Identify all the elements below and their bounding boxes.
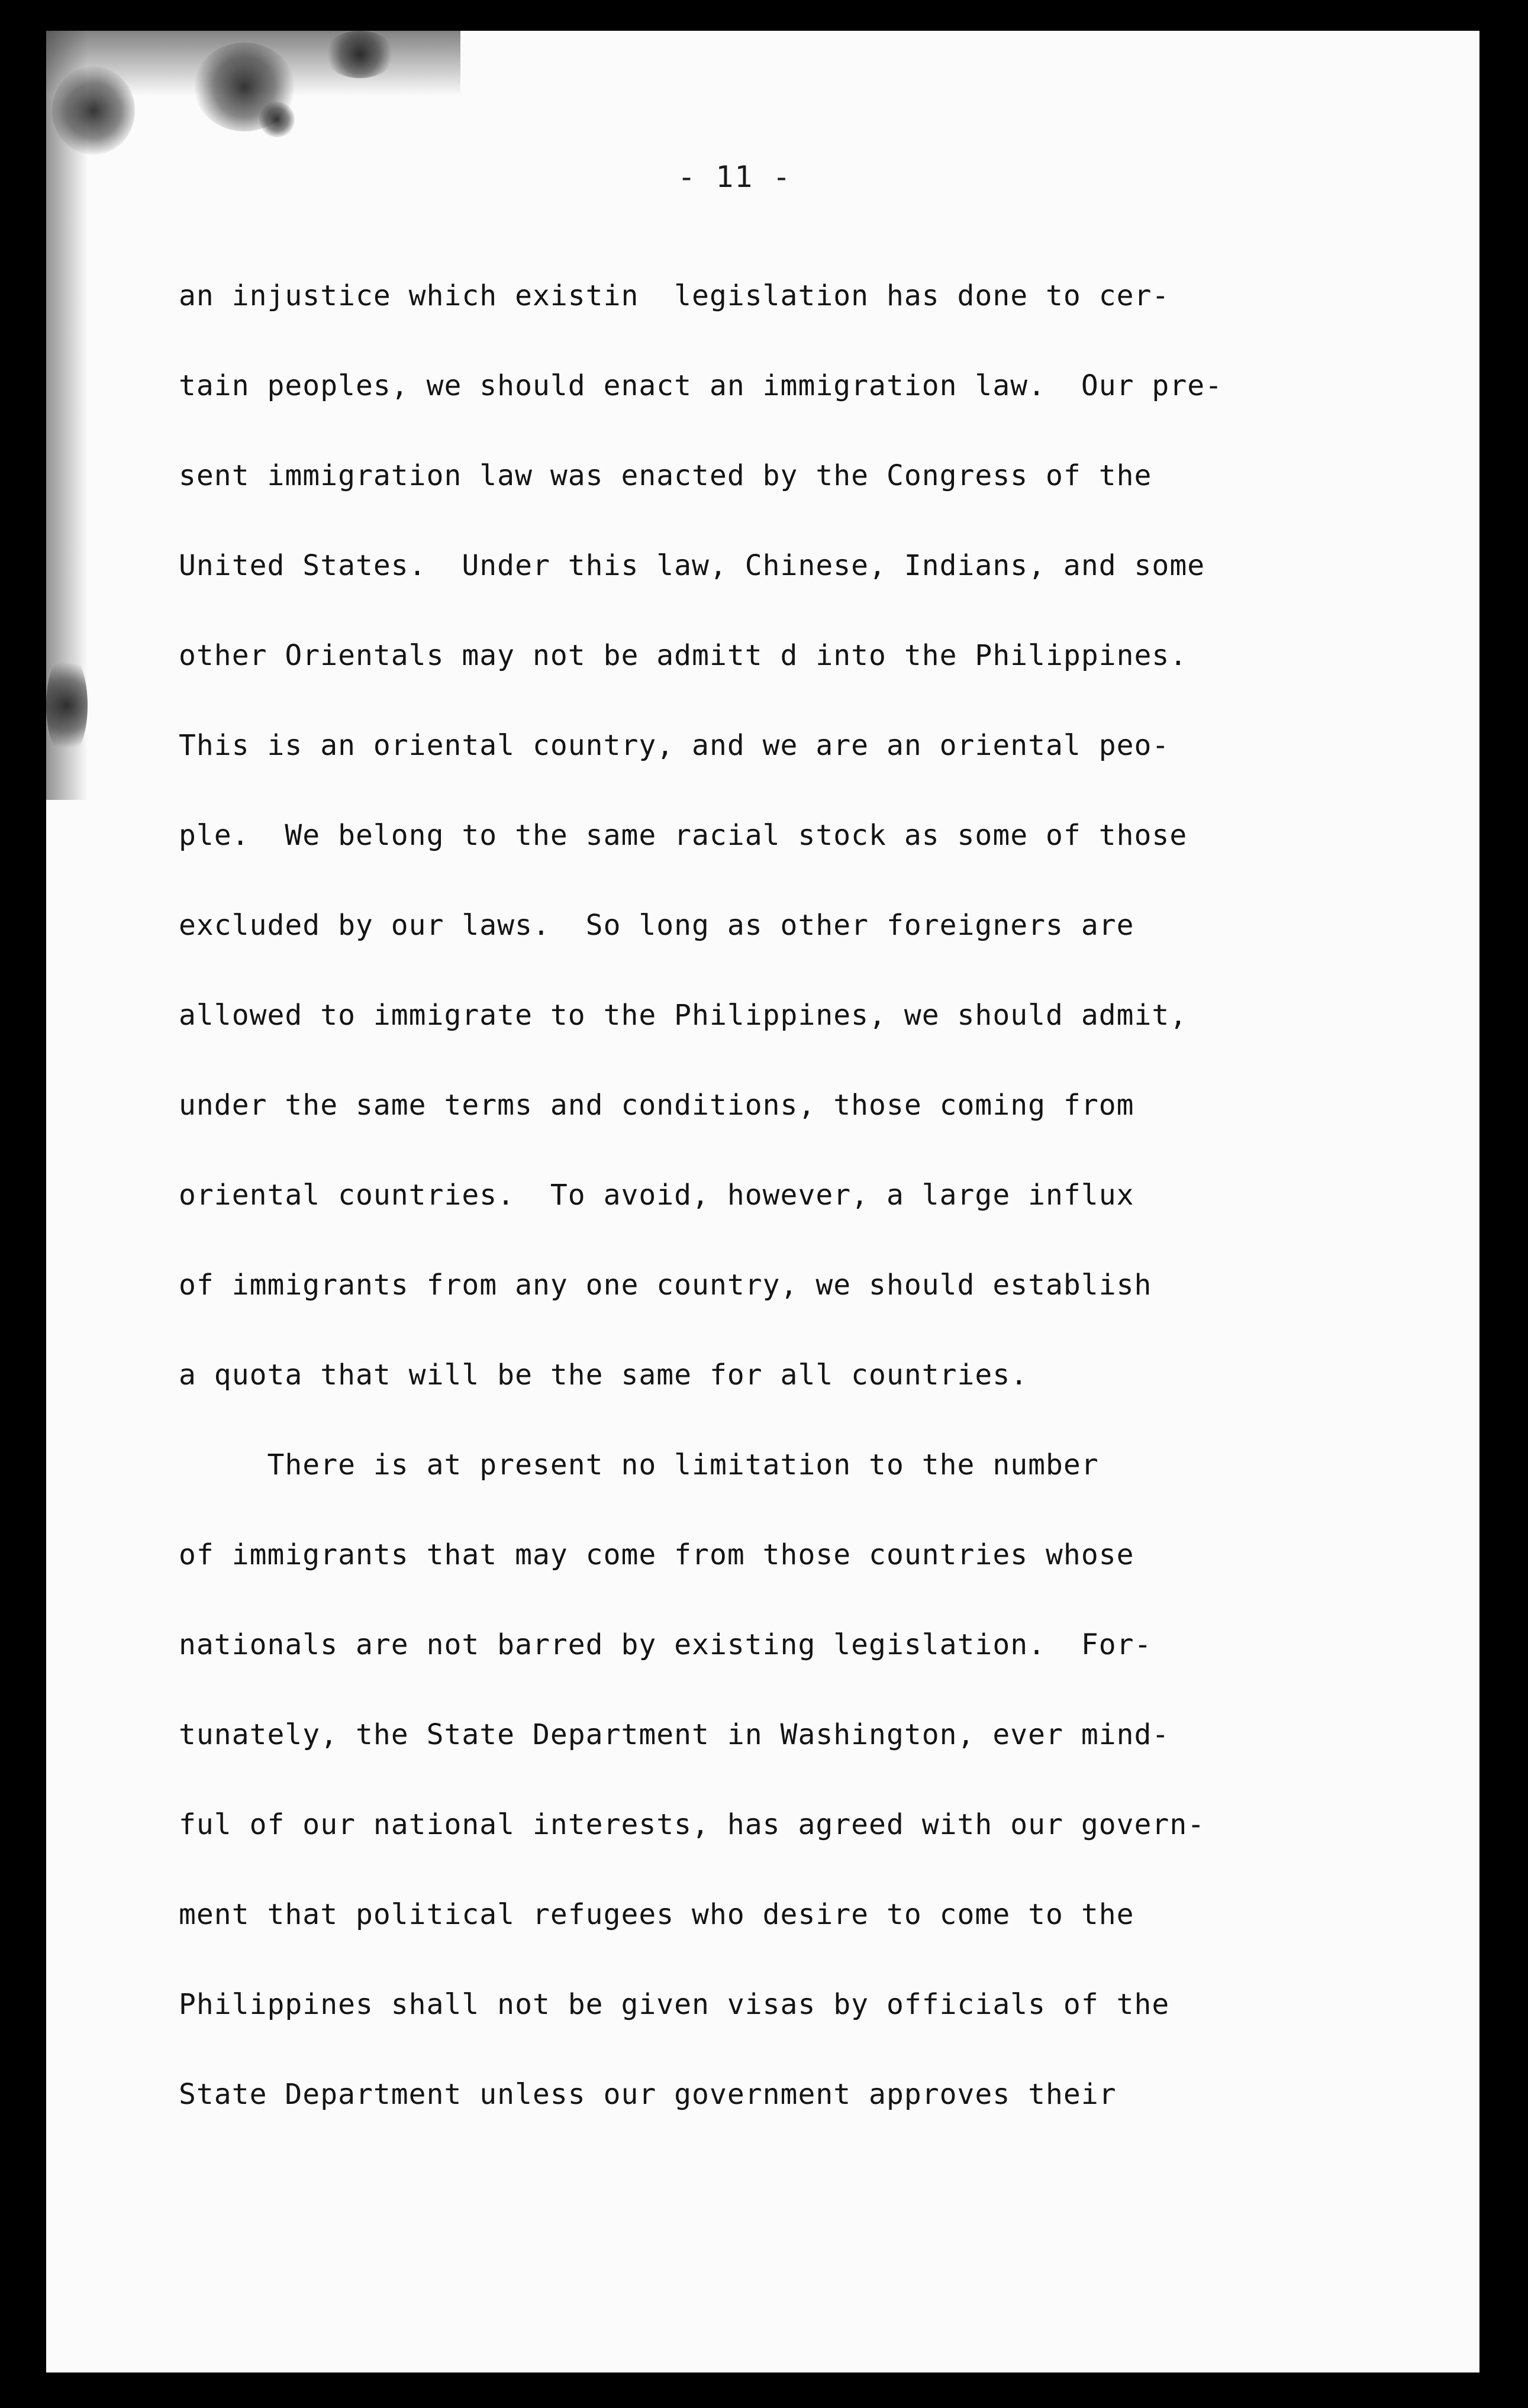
text-line: ment that political refugees who desire to come to the [179,1898,1134,1931]
text-line: under the same terms and conditions, those coming from [179,1089,1134,1122]
text-line: tain peoples, we should enact an immigration law. Our pre- [179,369,1223,402]
page-number: - 11 - [678,160,792,194]
text-line: oriental countries. To avoid, however, a large influx [179,1179,1134,1212]
text-line: a quota that will be the same for all countries. [179,1358,1029,1392]
text-line: ple. We belong to the same racial stock as some of those [179,819,1188,852]
ink-smudge [52,66,135,155]
text-line: Philippines shall not be given visas by officials of the [179,1988,1170,2021]
ink-smudge [324,31,395,78]
text-line: allowed to immigrate to the Philippines, we should admit, [179,999,1188,1032]
text-line: an injustice which existin legislation has done to cer- [179,279,1170,312]
text-line: ful of our national interests, has agreed with our govern- [179,1808,1205,1841]
text-line: This is an oriental country, and we are an oriental peo- [179,729,1170,762]
text-line: of immigrants from any one country, we should establish [179,1268,1152,1302]
text-line: of immigrants that may come from those countries whose [179,1538,1134,1571]
text-line: other Orientals may not be admitt d into the Philippines. [179,639,1188,672]
text-line: United States. Under this law, Chinese, Indians, and some [179,549,1205,582]
text-line: nationals are not barred by existing legislation. For- [179,1628,1152,1661]
text-line: excluded by our laws. So long as other foreigners are [179,909,1134,942]
text-line: sent immigration law was enacted by the Congress of the [179,459,1152,492]
ink-smudge [259,102,295,137]
text-line: There is at present no limitation to the number [179,1448,1099,1481]
text-line: tunately, the State Department in Washington, ever mind- [179,1718,1170,1751]
ink-smudge [46,652,88,758]
text-line: State Department unless our government approves their [179,2078,1117,2111]
